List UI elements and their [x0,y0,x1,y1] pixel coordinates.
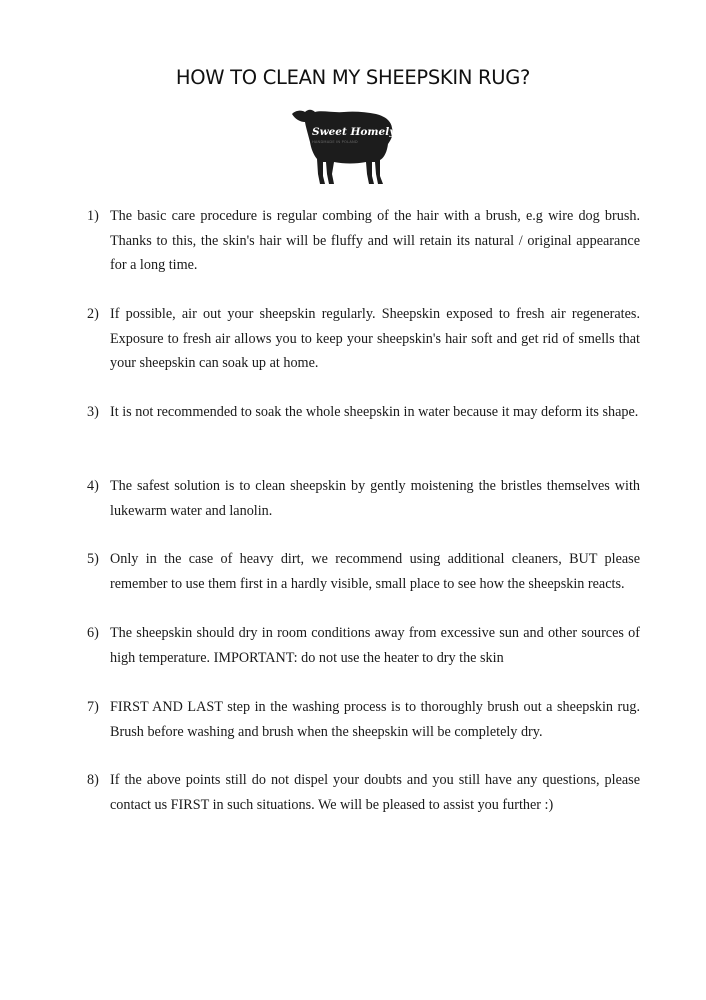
item-number: 7) [87,699,99,715]
item-text: The basic care procedure is regular combing of the hair with a brush, e.g wire dog brush. Thanks to this, the skin's hair will be fluffy and will retain its natural / original appearance for a long time. [110,208,640,274]
item-text: It is not recommended to soak the whole sheepskin in water because it may deform its shape. [110,404,639,420]
item-number: 2) [87,306,99,322]
item-text: If possible, air out your sheepskin regularly. Sheepskin exposed to fresh air regenerates. Exposure to fresh air allows you to keep your sheepskin's hair soft and get rid of smells that your sheepskin can soak up at home. [110,306,640,372]
list-item [87,621,640,670]
item-number: 3) [87,404,99,420]
list-item [87,474,640,523]
list-item [87,400,640,425]
page-title: HOW TO CLEAN MY SHEEPSKIN RUG? [175,66,531,89]
list-item [87,695,640,744]
logo-brand-name: Sweet Homely [312,126,396,138]
item-text: FIRST AND LAST step in the washing process is to thoroughly brush out a sheepskin rug. Brush before washing and brush when the sheepskin will be completely dry. [110,699,640,740]
item-text: The safest solution is to clean sheepskin by gently moistening the bristles themselves with lukewarm water and lanolin. [110,478,640,519]
logo-tagline: HANDMADE IN POLAND [312,140,358,144]
list-item [87,547,640,596]
item-text: Only in the case of heavy dirt, we recommend using additional cleaners, BUT please remember to use them first in a hardly visible, small place to see how the sheepskin reacts. [110,551,640,592]
item-text: If the above points still do not dispel your doubts and you still have any questions, please contact us FIRST in such situations. We will be pleased to assist you further :) [110,772,640,813]
item-text: The sheepskin should dry in room conditions away from excessive sun and other sources of high temperature. IMPORTANT: do not use the heater to dry the skin [110,625,640,666]
item-number: 4) [87,478,99,494]
item-number: 1) [87,208,99,224]
sheep-logo [288,104,398,188]
list-item [87,768,640,817]
list-item [87,204,640,278]
item-number: 8) [87,772,99,788]
item-number: 6) [87,625,99,641]
sheep-silhouette-icon [288,104,398,188]
list-item [87,302,640,376]
item-number: 5) [87,551,99,567]
